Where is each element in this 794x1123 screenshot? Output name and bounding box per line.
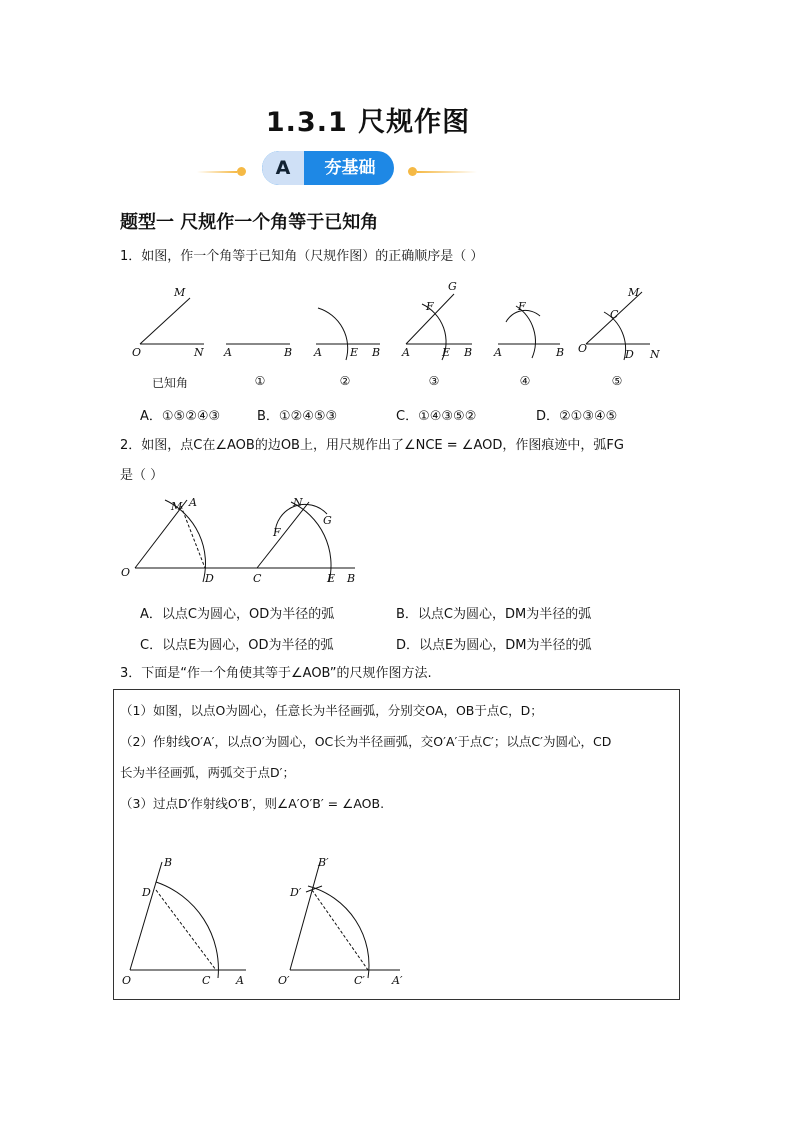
q1-f0-O: O [132, 346, 142, 359]
q1-f4-B: B [556, 346, 565, 359]
q2-label-G: G [323, 514, 332, 527]
q1-f4-F: F [518, 300, 526, 313]
q1-f5-C: C [610, 308, 619, 321]
q3-right-D: D′ [290, 886, 302, 899]
q2-label-N: N [293, 496, 303, 509]
q2-option-a[interactable]: A．以点C为圆心，OD为半径的弧 [140, 607, 335, 622]
q1-f2-E: E [350, 346, 359, 359]
q2-label-O: O [121, 566, 131, 579]
q1-f3-A: A [402, 346, 410, 359]
level-badge [262, 151, 394, 185]
q3-right-O: O′ [278, 974, 290, 987]
q1-f3-B: B [464, 346, 473, 359]
q2-label-A: A [189, 496, 197, 509]
q1-fig-label-2: ② [339, 374, 351, 388]
q1-fig-label-0: 已知角 [151, 376, 188, 390]
q3-left-C: C [202, 974, 211, 987]
q1-f1-B: B [284, 346, 293, 359]
q2-option-b[interactable]: B．以点C为圆心，DM为半径的弧 [396, 607, 592, 622]
q1-option-b[interactable]: B．①②④⑤③ [257, 409, 338, 424]
q1-f5-M: M [628, 286, 640, 299]
q1-f3-F: F [426, 300, 434, 313]
q2-label-D: D [205, 572, 214, 585]
q1-f5-N: N [650, 348, 660, 361]
q1-text: 1．如图，作一个角等于已知角（尺规作图）的正确顺序是（ ） [120, 249, 484, 264]
q3-left-A: A [236, 974, 244, 987]
q1-f2-A: A [314, 346, 322, 359]
left-dot [237, 167, 246, 176]
q2-label-F: F [273, 526, 281, 539]
right-dot [408, 167, 417, 176]
q2-label-E: E [327, 572, 336, 585]
q1-option-d[interactable]: D．②①③④⑤ [536, 409, 618, 424]
q3-step-2-cont: 长为半径画弧，两弧交于点D′； [120, 765, 295, 780]
q3-right-C: C′ [354, 974, 365, 987]
q2-option-c[interactable]: C．以点E为圆心，OD为半径的弧 [140, 638, 334, 653]
section-title: 题型一 尺规作一个角等于已知角 [120, 212, 379, 233]
left-rule [197, 171, 237, 173]
q2-option-d[interactable]: D．以点E为圆心，DM为半径的弧 [396, 638, 592, 653]
q3-step-3: （3）过点D′作射线O′B′，则∠A′O′B′ = ∠AOB. [120, 796, 385, 811]
q1-fig-label-3: ③ [428, 374, 440, 388]
q1-f0-N: N [194, 346, 204, 359]
q1-f3-G: G [448, 280, 457, 293]
q2-label-B: B [347, 572, 356, 585]
q2-text-line1: 2．如图，点C在∠AOB的边OB上，用尺规作出了∠NCE = ∠AOD，作图痕迹中，弧FG [120, 438, 624, 453]
q2-label-C: C [253, 572, 262, 585]
q3-step-1: （1）如图，以点O为圆心，任意长为半径画弧，分别交OA，OB于点C，D； [120, 703, 543, 718]
q1-option-a[interactable]: A．①⑤②④③ [140, 409, 221, 424]
q3-left-B: B [164, 856, 173, 869]
badge-text: 夯基础 [324, 158, 376, 178]
q2-label-M: M [171, 500, 183, 513]
q3-text: 3．下面是“作一个角使其等于∠AOB”的尺规作图方法. [120, 666, 432, 681]
right-rule [417, 171, 477, 173]
q1-fig-label-4: ④ [519, 374, 531, 388]
q1-fig-label-5: ⑤ [611, 374, 623, 388]
q3-right-B: B′ [318, 856, 329, 869]
page-title: 1.3.1 尺规作图 [265, 107, 471, 138]
q1-option-c[interactable]: C．①④③⑤② [396, 409, 477, 424]
q1-f2-B: B [372, 346, 381, 359]
q1-f4-A: A [494, 346, 502, 359]
q3-step-2: （2）作射线O′A′，以点O′为圆心，OC长为半径画弧，交O′A′于点C′；以点C′为圆心，CD [120, 734, 612, 749]
q3-left-D: D [142, 886, 151, 899]
q2-text-line2: 是（ ） [120, 468, 164, 483]
q1-f0-M: M [174, 286, 186, 299]
q3-figures [118, 852, 418, 992]
q3-method-box [113, 689, 680, 1000]
q1-f5-O: O [578, 342, 588, 355]
q3-right-A: A′ [392, 974, 403, 987]
q1-f1-A: A [224, 346, 232, 359]
q1-f3-E: E [442, 346, 451, 359]
q3-left-O: O [122, 974, 132, 987]
q1-fig-label-1: ① [254, 374, 266, 388]
q1-figures [120, 276, 680, 366]
q2-figure [115, 492, 365, 592]
q1-f5-D: D [625, 348, 634, 361]
badge-letter: A [262, 151, 304, 185]
